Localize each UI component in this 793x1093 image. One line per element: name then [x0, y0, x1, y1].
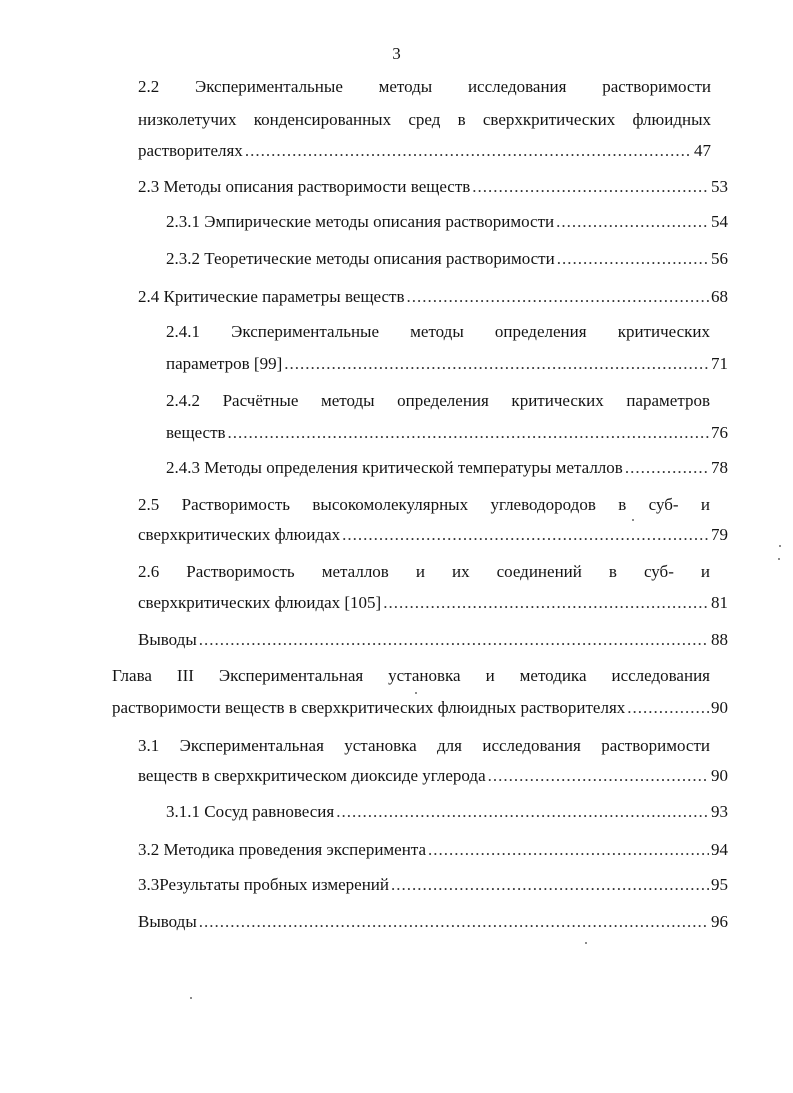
toc-line-last	[138, 591, 728, 615]
scan-speck	[190, 997, 192, 999]
toc-title: веществ	[166, 423, 226, 442]
toc-title: 3.1.1 Сосуд равновесия	[166, 802, 335, 821]
dot-leader	[556, 210, 709, 234]
scan-speck	[632, 519, 634, 521]
dot-leader	[407, 285, 709, 309]
toc-entry-2-5[interactable]	[138, 493, 728, 553]
toc-line-last	[138, 873, 728, 897]
toc-title: Выводы	[138, 912, 197, 931]
toc-line: 2.5 Растворимость высокомолекулярных углеводородов в суб- и	[138, 495, 710, 514]
toc-entry-conclusions-ch3[interactable]	[138, 910, 728, 934]
toc-line-last	[138, 285, 728, 309]
toc-line-last	[138, 175, 728, 199]
toc-title: Выводы	[138, 630, 197, 649]
dot-leader	[472, 175, 709, 199]
toc-page-number: 90	[711, 766, 728, 785]
toc-page-number: 71	[711, 354, 728, 373]
toc-line-last	[166, 456, 728, 480]
toc-page-number: 76	[711, 423, 728, 442]
toc-title: 2.3.2 Теоретические методы описания растворимости	[166, 249, 555, 268]
dot-leader	[228, 421, 709, 445]
scan-speck	[778, 558, 780, 560]
toc-entry-2-3-1[interactable]	[166, 210, 728, 234]
toc-page-number: 56	[711, 249, 728, 268]
toc-page-number: 68	[711, 287, 728, 306]
toc-line-last	[138, 910, 728, 934]
scan-speck	[415, 692, 417, 694]
page-number: 3	[392, 44, 401, 63]
dot-leader	[199, 628, 709, 652]
toc-page-number: 47	[694, 141, 711, 160]
dot-leader	[391, 873, 709, 897]
toc-page-number: 88	[711, 630, 728, 649]
toc-title: веществ в сверхкритическом диоксиде углерода	[138, 766, 486, 785]
toc-entry-3-1-1[interactable]	[166, 800, 728, 824]
toc-entry-2-4[interactable]	[138, 285, 728, 309]
toc-page-number: 81	[711, 593, 728, 612]
toc-entry-conclusions-ch2[interactable]	[138, 628, 728, 652]
toc-line-last	[166, 210, 728, 234]
dot-leader	[284, 352, 709, 376]
toc-page-number: 79	[711, 525, 728, 544]
toc-line: Глава III Экспериментальная установка и методика исследования	[112, 666, 710, 685]
dot-leader	[488, 764, 709, 788]
toc-page-number: 95	[711, 875, 728, 894]
toc-entry-3-1[interactable]	[138, 734, 728, 794]
toc-line-last	[166, 352, 728, 376]
toc-page-number: 78	[711, 458, 728, 477]
toc-line: низколетучих конденсированных сред в сверхкритических флюидных	[138, 110, 711, 129]
dot-leader	[627, 696, 709, 720]
toc-line: 2.2 Экспериментальные методы исследования растворимости	[138, 77, 711, 96]
toc-line: 2.6 Растворимость металлов и их соединений в суб- и	[138, 562, 710, 581]
toc-title: растворителях	[138, 141, 243, 160]
toc-page-number: 93	[711, 802, 728, 821]
toc-entry-2-6[interactable]	[138, 560, 728, 620]
toc-entry-3-2[interactable]	[138, 838, 728, 862]
toc-title: сверхкритических флюидах [105]	[138, 593, 382, 612]
toc-entry-3-3[interactable]	[138, 873, 728, 897]
toc-page-number: 96	[711, 912, 728, 931]
toc-page-number: 90	[711, 698, 728, 717]
toc-line: 2.4.2 Расчётные методы определения критических параметров	[166, 391, 710, 410]
toc-title: 2.4.3 Методы определения критической температуры металлов	[166, 458, 623, 477]
dot-leader	[625, 456, 709, 480]
toc-title: 3.2 Методика проведения эксперимента	[138, 840, 427, 859]
toc-line: 3.1 Экспериментальная установка для исследования растворимости	[138, 736, 710, 755]
toc-title: 3.3Результаты пробных измерений	[138, 875, 390, 894]
dot-leader	[342, 523, 709, 547]
toc-title: 2.3.1 Эмпирические методы описания растворимости	[166, 212, 555, 231]
toc-entry-chapter-3[interactable]	[112, 664, 728, 724]
dot-leader	[336, 800, 709, 824]
toc-line-last	[166, 421, 728, 445]
toc-line-last	[112, 696, 728, 720]
toc-page-number: 94	[711, 840, 728, 859]
toc-line-last	[138, 139, 711, 163]
toc-entry-2-3-2[interactable]	[166, 247, 728, 271]
toc-line-last	[138, 523, 728, 547]
toc-title: 2.3 Методы описания растворимости веществ	[138, 177, 471, 196]
toc-entry-2-4-3[interactable]	[166, 456, 728, 480]
dot-leader	[428, 838, 709, 862]
scan-speck	[585, 942, 587, 944]
toc-line-last	[166, 247, 728, 271]
toc-entry-2-3[interactable]	[138, 175, 728, 199]
toc-title: 2.4 Критические параметры веществ	[138, 287, 405, 306]
dot-leader	[245, 139, 692, 163]
toc-page-number: 54	[711, 212, 728, 231]
toc-line: 2.4.1 Экспериментальные методы определения критических	[166, 322, 710, 341]
toc-entry-2-2[interactable]	[138, 75, 711, 167]
toc-line-last	[166, 800, 728, 824]
toc-line-last	[138, 628, 728, 652]
toc-title: сверхкритических флюидах	[138, 525, 341, 544]
toc-title: параметров [99]	[166, 354, 283, 373]
toc-title: растворимости веществ в сверхкритических флюидных растворителях	[112, 698, 626, 717]
dot-leader	[383, 591, 709, 615]
dot-leader	[199, 910, 709, 934]
scan-speck	[779, 545, 781, 547]
toc-entry-2-4-1[interactable]	[166, 320, 728, 380]
toc-entry-2-4-2[interactable]	[166, 389, 728, 449]
toc-page-number: 53	[711, 177, 728, 196]
toc-line-last	[138, 764, 728, 788]
dot-leader	[557, 247, 709, 271]
toc-line-last	[138, 838, 728, 862]
